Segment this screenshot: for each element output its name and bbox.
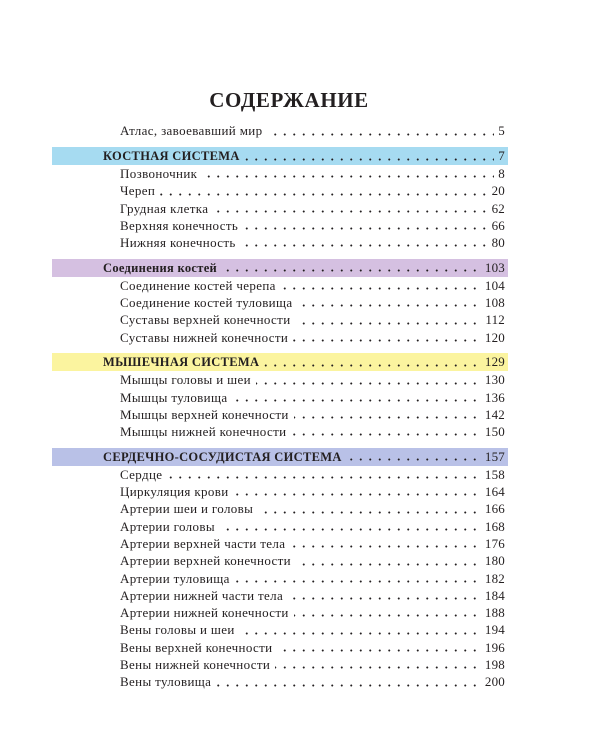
entry-label: Артерии нижней конечности: [120, 604, 294, 621]
toc-entry: [52, 535, 508, 552]
entry-label: Вены туловища: [120, 673, 216, 690]
page-number: 158: [481, 466, 508, 483]
entry-label: Грудная клетка: [120, 200, 213, 217]
toc-entry: [52, 165, 508, 182]
entry-label: Артерии головы: [120, 518, 220, 535]
page-number: 194: [481, 621, 508, 638]
entry-label: Сердце: [120, 466, 167, 483]
entry-label: Верхняя конечность: [120, 217, 243, 234]
toc-entry: [52, 423, 508, 440]
entry-label: Суставы нижней конечности: [120, 329, 293, 346]
entry-label: Атлас, завоевавший мир: [120, 122, 267, 139]
section-title: МЫШЕЧНАЯ СИСТЕМА: [103, 353, 264, 371]
page-number: 196: [481, 639, 508, 656]
section-header-skeletal: [52, 147, 508, 165]
entry-label: Артерии верхней конечности: [120, 552, 296, 569]
page-number: 129: [481, 353, 508, 371]
page-number: 66: [488, 217, 508, 234]
toc-entry: [52, 604, 508, 621]
page-number: 142: [481, 406, 508, 423]
table-of-contents: [52, 122, 508, 690]
entry-label: Позвоночник: [120, 165, 202, 182]
toc-entry: [52, 656, 508, 673]
page-number: 130: [481, 371, 508, 388]
page-number: 62: [488, 200, 508, 217]
page-number: 8: [494, 165, 508, 182]
section-header-muscular: [52, 353, 508, 371]
toc-entry: [52, 570, 508, 587]
toc-entry: [52, 483, 508, 500]
entry-label: Артерии шеи и головы: [120, 500, 258, 517]
toc-entry: [52, 587, 508, 604]
page-number: 164: [481, 483, 508, 500]
section-header-joints: [52, 259, 508, 277]
toc-entry: [52, 389, 508, 406]
toc-entry: [52, 234, 508, 251]
page-number: 104: [481, 277, 508, 294]
entry-label: Соединение костей туловища: [120, 294, 297, 311]
toc-entry: [52, 371, 508, 388]
entry-label: Артерии нижней части тела: [120, 587, 288, 604]
entry-label: Нижняя конечность: [120, 234, 241, 251]
page-number: 80: [488, 234, 508, 251]
page-number: 108: [481, 294, 508, 311]
entry-label: Артерии туловища: [120, 570, 235, 587]
page-number: 150: [481, 423, 508, 440]
toc-title: СОДЕРЖАНИЕ: [209, 88, 369, 112]
page-number: 166: [481, 500, 508, 517]
entry-label: Вены головы и шеи: [120, 621, 240, 638]
page-number: 182: [481, 570, 508, 587]
toc-entry: [52, 217, 508, 234]
page-number: 184: [481, 587, 508, 604]
toc-entry: [52, 182, 508, 199]
toc-entry: [52, 311, 508, 328]
page-number: 200: [481, 673, 508, 690]
section-title: СЕРДЕЧНО-СОСУДИСТАЯ СИСТЕМА: [103, 448, 347, 466]
toc-entry: [52, 329, 508, 346]
page-number: 112: [481, 311, 508, 328]
page-number: 20: [488, 182, 508, 199]
toc-entry: [52, 552, 508, 569]
entry-label: Череп: [120, 182, 160, 199]
toc-entry: [52, 621, 508, 638]
page-number: 176: [481, 535, 508, 552]
entry-label: Вены нижней конечности: [120, 656, 275, 673]
entry-label: Мышцы верхней конечности: [120, 406, 294, 423]
toc-entry-intro: [52, 122, 508, 139]
page-number: 198: [481, 656, 508, 673]
entry-label: Мышцы головы и шеи: [120, 371, 256, 388]
page-number: 136: [481, 389, 508, 406]
toc-entry: [52, 277, 508, 294]
entry-label: Вены верхней конечности: [120, 639, 277, 656]
page-number: 5: [494, 122, 508, 139]
page-number: 168: [481, 518, 508, 535]
entry-label: Мышцы туловища: [120, 389, 232, 406]
toc-entry: [52, 466, 508, 483]
toc-entry: [52, 673, 508, 690]
toc-entry: [52, 639, 508, 656]
section-title: КОСТНАЯ СИСТЕМА: [103, 147, 245, 165]
page-number: 7: [494, 147, 508, 165]
page-number: 157: [481, 448, 508, 466]
page-number: 180: [481, 552, 508, 569]
page-number: 120: [481, 329, 508, 346]
entry-label: Соединение костей черепа: [120, 277, 281, 294]
section-header-cardiovascular: [52, 448, 508, 466]
toc-entry: [52, 406, 508, 423]
toc-entry: [52, 518, 508, 535]
entry-label: Артерии верхней части тела: [120, 535, 290, 552]
section-title: Соединения костей: [103, 259, 222, 277]
entry-label: Циркуляция крови: [120, 483, 234, 500]
page-number: 188: [481, 604, 508, 621]
page-number: 103: [481, 259, 508, 277]
toc-entry: [52, 500, 508, 517]
toc-entry: [52, 200, 508, 217]
entry-label: Мышцы нижней конечности: [120, 423, 291, 440]
entry-label: Суставы верхней конечности: [120, 311, 296, 328]
toc-entry: [52, 294, 508, 311]
